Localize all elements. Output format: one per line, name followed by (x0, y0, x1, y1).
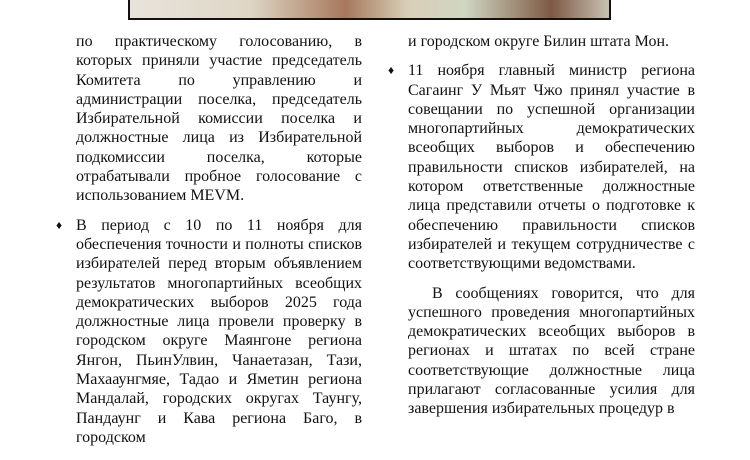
paragraph-reports: В сообщениях говорится, что для успешного проведения многопартийных демократических всеобщих выборов в регионах и штатах по всей стране соответствующие должностные лица прилагают согласованные усилия для завершения избирательных процедур в (408, 284, 695, 418)
bullet-item-sagaing-meeting (384, 61, 695, 273)
bullet-diamond-icon: ♦ (388, 63, 395, 78)
left-column (52, 32, 362, 447)
paragraph-continuation: по практическому голосованию, в которых приняли участие председатель Комитета по управлению и администрации поселка, председатель Избирательной комиссии поселка и должностные лица из Избирательной подкомиссии поселка, которые отрабатывали пробное голосование с использованием MEVM. (76, 33, 362, 205)
bullet-item-voter-list-check (52, 216, 362, 448)
bullet-text: В период с 10 по 11 ноября для обеспечения точности и полноты списков избирателей перед вторым объявлением результатов многопартийных всеобщих демократических выборов 2025 года должностные лица провели проверку в городском округе Маянгоне региона Янгон, ПьинУлвин, Чанаетазан, Тази, Махааунгмяе, Тадао и Яметин региона Мандалай, городских округах Таунгу, Пандаунг и Кава региона Баго, в городском (76, 216, 362, 446)
news-photo (128, 0, 611, 20)
bullet-text: 11 ноября главный министр региона Сагаинг У Мьят Чжо принял участие в совещании по успешной организации многопартийных демократических всеобщих выборов и обеспечению правильности списков избирателей, на котором ответственные должностные лица представили отчеты о подготовке к обеспечению правильности списков избирателей и текущем сотрудничестве с соответствующими ведомствами. (408, 62, 695, 273)
bullet-diamond-icon: ♦ (56, 217, 63, 232)
paragraph-continuation: и городском округе Билин штата Мон. (408, 33, 670, 50)
right-column (384, 32, 695, 419)
